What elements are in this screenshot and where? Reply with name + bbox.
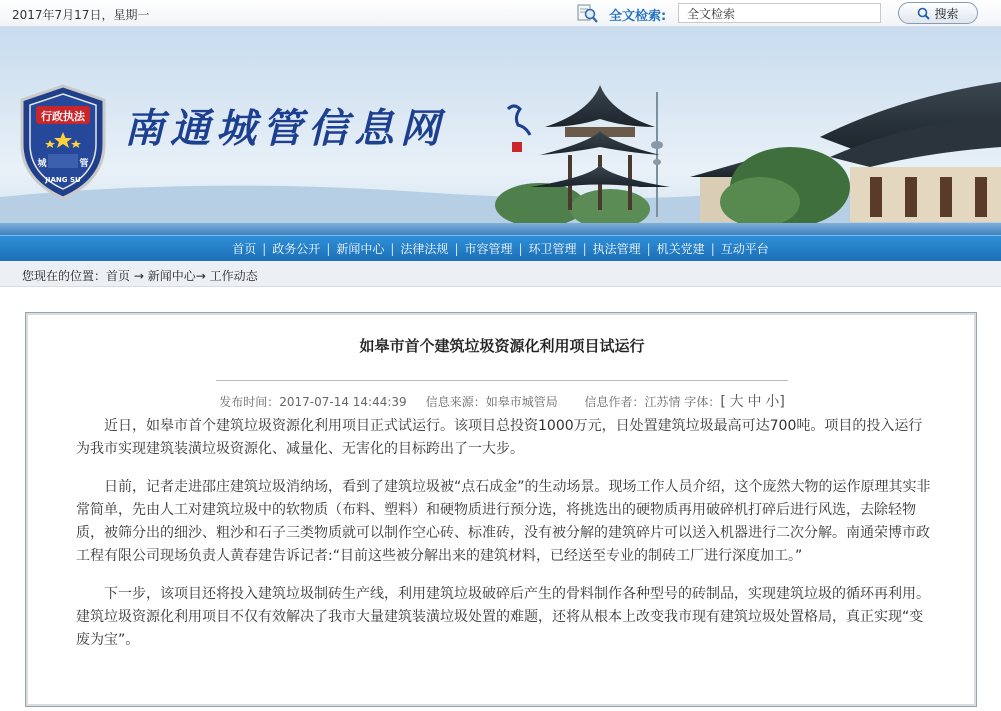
emblem-top-text: 行政执法	[41, 110, 85, 123]
nav-separator: |	[454, 241, 459, 256]
current-date: 2017年7月17日，星期一	[12, 8, 150, 22]
nav-item-city-appearance[interactable]: 市容管理	[464, 242, 513, 256]
nav-item-sanitation[interactable]: 环卫管理	[528, 242, 577, 256]
site-title: 南通城管信息网	[124, 105, 446, 152]
font-size-large-button[interactable]: 大	[729, 394, 744, 410]
nav-separator: |	[646, 241, 651, 256]
article-panel	[25, 312, 977, 707]
top-bar	[0, 0, 1001, 27]
emblem-left-char: 城	[37, 159, 47, 169]
search-icon	[917, 7, 930, 20]
nav-separator: |	[262, 241, 267, 256]
article-paragraph: 近日，如皋市首个建筑垃圾资源化利用项目正式试运行。该项目总投资1000万元，日处置建筑垃圾最高可达700吨。项目的投入运行为我市实现建筑装潢垃圾资源化、减量化、无害化的目标跨出了一大步。	[76, 418, 923, 457]
search-input[interactable]	[678, 3, 881, 23]
search-button-label: 搜索	[934, 6, 959, 21]
font-size-bracket-close: ]	[779, 394, 785, 410]
main-nav	[0, 235, 1001, 261]
font-size-label: 字体：	[684, 395, 721, 409]
nav-separator: |	[582, 241, 587, 256]
publish-time: 2017-07-14 14:44:39	[279, 395, 407, 409]
nav-item-interaction[interactable]: 互动平台	[720, 242, 769, 256]
font-size-bracket-open: [	[720, 394, 726, 410]
breadcrumb	[0, 261, 1001, 287]
breadcrumb-path[interactable]: 首页 → 新闻中心→ 工作动态	[106, 269, 258, 283]
nav-separator: |	[326, 241, 331, 256]
nav-item-home[interactable]: 首页	[232, 242, 257, 256]
author-value: 江苏情	[644, 395, 681, 409]
nav-item-enforcement[interactable]: 执法管理	[592, 242, 641, 256]
nav-separator: |	[518, 241, 523, 256]
emblem-right-char: 管	[79, 159, 89, 169]
nav-item-laws[interactable]: 法律法规	[400, 242, 449, 256]
nav-separator: |	[710, 241, 715, 256]
search-button[interactable]	[898, 2, 978, 24]
meta-divider	[216, 380, 788, 381]
source-label: 信息来源：	[425, 395, 486, 409]
search-label: 全文检索:	[609, 9, 667, 24]
article-title: 如皋市首个建筑垃圾资源化利用项目试运行	[359, 337, 645, 355]
nav-item-party-building[interactable]: 机关党建	[656, 242, 705, 256]
article-body	[76, 415, 936, 667]
breadcrumb-prefix: 您现在的位置：	[22, 269, 107, 283]
site-banner	[0, 27, 1001, 235]
article-paragraph: 日前，记者走进邵庄建筑垃圾消纳场，看到了建筑垃圾被“点石成金”的生动场景。现场工作人员介绍，这个庞然大物的运作原理其实非常简单，先由人工对建筑垃圾中的软物质（布料、塑料）和硬物质进行预分选，将挑选出的硬物质再用破碎机打碎后进行风选，去除轻物质，被筛分出的细沙、粗沙和石子三类物质就可以制作空心砖、标准砖，没有被分解的建筑碎片可以送入机器进行二次分解。南通荣博市政工程有限公司现场负责人黄春建告诉记者:“目前这些被分解出来的建筑材料，已经送至专业的制砖工厂进行深度加工。”	[76, 479, 931, 564]
font-size-small-button[interactable]: 小	[765, 394, 780, 410]
nav-item-government-affairs[interactable]: 政务公开	[272, 242, 321, 256]
nav-separator: |	[390, 241, 395, 256]
author-label: 信息作者：	[584, 395, 645, 409]
magnifier-document-icon	[576, 3, 598, 23]
article-meta	[26, 391, 978, 411]
nav-item-news-center[interactable]: 新闻中心	[336, 242, 385, 256]
law-enforcement-emblem-icon	[14, 82, 112, 202]
emblem-bottom-text: JIANG SU	[45, 176, 81, 184]
source-value: 如皋市城管局	[485, 395, 558, 409]
font-size-medium-button[interactable]: 中	[747, 394, 762, 410]
publish-label: 发布时间：	[219, 395, 280, 409]
article-paragraph: 下一步，该项目还将投入建筑垃圾制砖生产线，利用建筑垃圾破碎后产生的骨料制作各种型号的砖制品，实现建筑垃圾的循环再利用。建筑垃圾资源化利用项目不仅有效解决了我市大量建筑装潢垃圾处置的难题，还将从根本上改变我市现有建筑垃圾处置格局，真正实现“变废为宝”。	[76, 586, 930, 648]
